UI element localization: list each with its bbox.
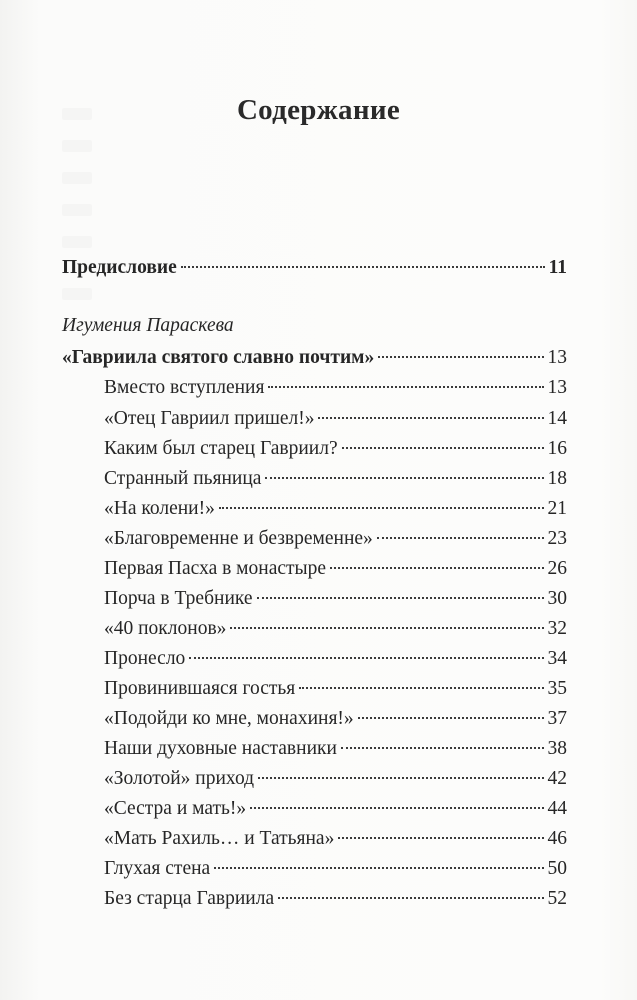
toc-entry[interactable] [104,527,567,551]
toc-entry[interactable] [104,737,567,761]
toc-entry[interactable] [104,797,567,821]
dot-leader [377,537,544,539]
toc-entry[interactable] [104,407,567,431]
bleed-through-mark [62,172,92,184]
toc-entry[interactable] [104,707,567,731]
toc-entry[interactable] [104,857,567,881]
toc-entry-label: «На колени!» [104,498,215,519]
toc-entry[interactable] [104,887,567,911]
toc-entry-section-heading[interactable] [62,346,567,370]
toc-entry-page: 30 [547,588,567,609]
toc-entry-page: 44 [547,798,567,819]
dot-leader [278,897,543,899]
toc-entry-label: «Отец Гавриил пришел!» [104,408,315,429]
dot-leader [358,717,544,719]
toc-entry-label: Наши духовные наставники [104,738,337,759]
toc-entry-page: 26 [547,558,567,579]
toc-entry[interactable] [104,677,567,701]
toc-entry-label: «40 поклонов» [104,618,227,639]
toc-entry-page: 35 [547,678,567,699]
toc-entry-label: Странный пьяница [104,468,262,489]
toc-entry-page: 52 [547,888,567,909]
dot-leader [258,777,543,779]
toc-entry-label: Каким был старец Гавриил? [104,438,338,459]
toc-entry-page: 16 [547,438,567,459]
toc-entry-label: Провинившаяся гостья [104,678,296,699]
toc-entry-label: «Сестра и мать!» [104,798,247,819]
toc-entry-page: 13 [547,347,567,368]
toc-entry-label: «Мать Рахиль… и Татьяна» [104,828,335,849]
toc-entry-label: Порча в Требнике [104,588,253,609]
dot-leader [189,657,543,659]
toc-entry[interactable] [104,497,567,521]
section-author: Игумения Параскева [62,315,234,336]
toc-entry-page: 38 [547,738,567,759]
toc-entry[interactable] [104,587,567,611]
dot-leader [378,356,543,358]
toc-entry-page: 32 [547,618,567,639]
toc-entry-label: Пронесло [104,648,186,669]
dot-leader [230,627,543,629]
toc-entry-page: 34 [547,648,567,669]
toc-entry-page: 42 [547,768,567,789]
dot-leader [265,477,543,479]
toc-entry-page: 23 [547,528,567,549]
toc-entry-preface[interactable] [62,256,567,280]
toc-entry-label: Глухая стена [104,858,211,879]
bleed-through-mark [62,288,92,300]
toc-entry-label: «Подойди ко мне, монахиня!» [104,708,354,729]
dot-leader [181,266,545,268]
dot-leader [299,687,543,689]
toc-entry-label: «Благовременне и безвременне» [104,528,373,549]
toc-entry-page: 37 [547,708,567,729]
toc-entry-label: «Гавриила святого славно почтим» [62,347,375,368]
toc-entry-page: 18 [547,468,567,489]
dot-leader [257,597,544,599]
dot-leader [268,386,543,388]
toc-entry-page: 11 [548,257,567,278]
toc-entry-label: Без старца Гавриила [104,888,275,909]
bleed-through-mark [62,140,92,152]
dot-leader [341,747,544,749]
toc-entry[interactable] [104,647,567,671]
dot-leader [338,837,543,839]
dot-leader [330,567,543,569]
bleed-through-mark [62,204,92,216]
bleed-through-mark [62,236,92,248]
toc-entry[interactable] [104,467,567,491]
toc-entry[interactable] [104,557,567,581]
dot-leader [250,807,543,809]
toc-entry-label: Вместо вступления [104,377,265,398]
toc-entry[interactable] [104,827,567,851]
toc-entry-label: Первая Пасха в монастыре [104,558,327,579]
dot-leader [219,507,544,509]
toc-entry[interactable] [104,767,567,791]
toc-entry-page: 21 [547,498,567,519]
dot-leader [214,867,543,869]
toc-entry-label: «Золотой» приход [104,768,255,789]
toc-entry[interactable] [104,376,567,400]
toc-entry-label: Предисловие [62,257,177,278]
toc-entry[interactable] [104,437,567,461]
dot-leader [342,447,544,449]
toc-entry[interactable] [104,617,567,641]
page-title: Содержание [236,94,401,126]
toc-entry-page: 50 [547,858,567,879]
dot-leader [318,417,543,419]
toc-entry-page: 14 [547,408,567,429]
toc-entry-page: 13 [547,377,567,398]
toc-entry-page: 46 [547,828,567,849]
